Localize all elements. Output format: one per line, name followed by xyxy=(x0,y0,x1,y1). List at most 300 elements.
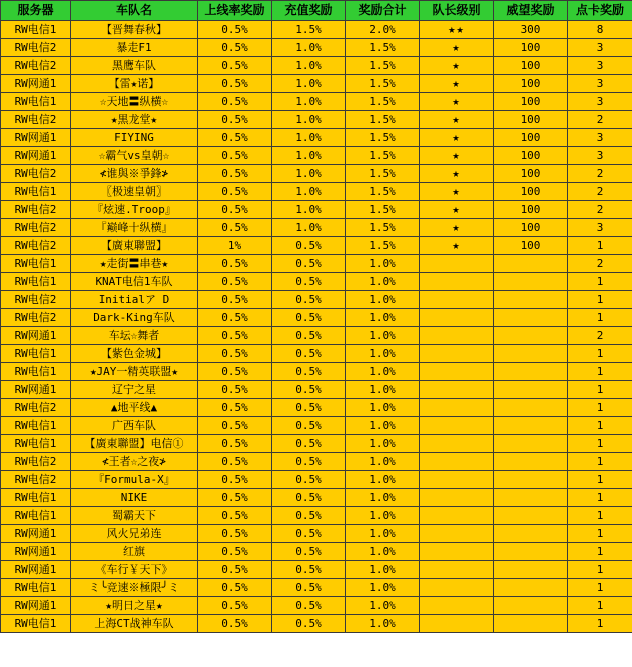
cell-prestige-reward xyxy=(494,561,568,579)
cell-captain-level xyxy=(420,291,494,309)
cell-team-name: 【雷★诺】 xyxy=(71,75,198,93)
cell-card-reward: 1 xyxy=(568,399,632,417)
cell-card-reward: 3 xyxy=(568,129,632,147)
cell-online-reward: 0.5% xyxy=(198,183,272,201)
cell-prestige-reward: 100 xyxy=(494,147,568,165)
cell-captain-level: ★ xyxy=(420,201,494,219)
cell-total-reward: 1.5% xyxy=(346,129,420,147)
cell-total-reward: 1.0% xyxy=(346,579,420,597)
cell-card-reward: 2 xyxy=(568,111,632,129)
cell-total-reward: 1.0% xyxy=(346,489,420,507)
cell-prestige-reward xyxy=(494,453,568,471)
table-row xyxy=(1,507,632,525)
cell-server: RW电信2 xyxy=(1,219,71,237)
cell-online-reward: 0.5% xyxy=(198,363,272,381)
cell-online-reward: 0.5% xyxy=(198,165,272,183)
cell-captain-level xyxy=(420,435,494,453)
header-server: 服务器 xyxy=(1,1,71,21)
cell-online-reward: 0.5% xyxy=(198,615,272,633)
cell-recharge-reward: 1.0% xyxy=(272,129,346,147)
cell-online-reward: 0.5% xyxy=(198,309,272,327)
cell-recharge-reward: 0.5% xyxy=(272,615,346,633)
cell-captain-level xyxy=(420,273,494,291)
cell-card-reward: 1 xyxy=(568,417,632,435)
cell-captain-level xyxy=(420,597,494,615)
cell-captain-level: ★ xyxy=(420,57,494,75)
cell-card-reward: 3 xyxy=(568,147,632,165)
table-row xyxy=(1,183,632,201)
cell-captain-level xyxy=(420,507,494,525)
cell-total-reward: 1.0% xyxy=(346,597,420,615)
cell-online-reward: 1% xyxy=(198,237,272,255)
cell-team-name: ☆天地〓纵横☆ xyxy=(71,93,198,111)
cell-prestige-reward xyxy=(494,543,568,561)
cell-total-reward: 1.5% xyxy=(346,57,420,75)
cell-captain-level xyxy=(420,417,494,435)
cell-team-name: NIKE xyxy=(71,489,198,507)
table-row xyxy=(1,273,632,291)
cell-prestige-reward xyxy=(494,309,568,327)
cell-total-reward: 1.0% xyxy=(346,273,420,291)
cell-prestige-reward xyxy=(494,417,568,435)
cell-prestige-reward: 100 xyxy=(494,219,568,237)
cell-total-reward: 1.5% xyxy=(346,111,420,129)
table-row xyxy=(1,165,632,183)
cell-server: RW电信1 xyxy=(1,183,71,201)
cell-online-reward: 0.5% xyxy=(198,129,272,147)
cell-prestige-reward: 100 xyxy=(494,237,568,255)
cell-online-reward: 0.5% xyxy=(198,471,272,489)
cell-card-reward: 3 xyxy=(568,219,632,237)
cell-online-reward: 0.5% xyxy=(198,579,272,597)
cell-card-reward: 1 xyxy=(568,453,632,471)
cell-recharge-reward: 0.5% xyxy=(272,291,346,309)
cell-recharge-reward: 0.5% xyxy=(272,237,346,255)
cell-captain-level: ★★ xyxy=(420,21,494,39)
cell-recharge-reward: 0.5% xyxy=(272,525,346,543)
cell-online-reward: 0.5% xyxy=(198,489,272,507)
cell-captain-level xyxy=(420,525,494,543)
cell-captain-level xyxy=(420,615,494,633)
table-row xyxy=(1,417,632,435)
cell-total-reward: 2.0% xyxy=(346,21,420,39)
cell-team-name: 『Formula-X』 xyxy=(71,471,198,489)
cell-prestige-reward xyxy=(494,615,568,633)
cell-total-reward: 1.5% xyxy=(346,147,420,165)
cell-team-name: 【紫色金城】 xyxy=(71,345,198,363)
cell-prestige-reward: 100 xyxy=(494,129,568,147)
cell-captain-level xyxy=(420,489,494,507)
cell-card-reward: 2 xyxy=(568,183,632,201)
cell-total-reward: 1.5% xyxy=(346,219,420,237)
cell-recharge-reward: 0.5% xyxy=(272,597,346,615)
cell-team-name: Dark-King车队 xyxy=(71,309,198,327)
cell-server: RW电信1 xyxy=(1,579,71,597)
cell-captain-level: ★ xyxy=(420,129,494,147)
table-row xyxy=(1,579,632,597)
table-row xyxy=(1,219,632,237)
cell-online-reward: 0.5% xyxy=(198,291,272,309)
cell-server: RW电信1 xyxy=(1,435,71,453)
cell-team-name: ≮王者☆之夜≯ xyxy=(71,453,198,471)
cell-prestige-reward: 100 xyxy=(494,57,568,75)
cell-recharge-reward: 0.5% xyxy=(272,363,346,381)
cell-captain-level: ★ xyxy=(420,183,494,201)
cell-server: RW网通1 xyxy=(1,597,71,615)
cell-online-reward: 0.5% xyxy=(198,399,272,417)
cell-team-name: ミ╰竞速※極限╯ミ xyxy=(71,579,198,597)
cell-recharge-reward: 0.5% xyxy=(272,399,346,417)
cell-total-reward: 1.0% xyxy=(346,543,420,561)
cell-captain-level: ★ xyxy=(420,39,494,57)
cell-recharge-reward: 0.5% xyxy=(272,309,346,327)
cell-team-name: 黑鹰车队 xyxy=(71,57,198,75)
cell-recharge-reward: 1.0% xyxy=(272,219,346,237)
table-row xyxy=(1,345,632,363)
cell-card-reward: 2 xyxy=(568,255,632,273)
cell-card-reward: 3 xyxy=(568,75,632,93)
cell-recharge-reward: 0.5% xyxy=(272,327,346,345)
cell-prestige-reward xyxy=(494,597,568,615)
cell-server: RW网通1 xyxy=(1,75,71,93)
table-row xyxy=(1,471,632,489)
cell-recharge-reward: 0.5% xyxy=(272,345,346,363)
cell-recharge-reward: 0.5% xyxy=(272,471,346,489)
cell-recharge-reward: 0.5% xyxy=(272,543,346,561)
cell-card-reward: 1 xyxy=(568,273,632,291)
cell-server: RW网通1 xyxy=(1,381,71,399)
cell-recharge-reward: 0.5% xyxy=(272,453,346,471)
cell-recharge-reward: 0.5% xyxy=(272,255,346,273)
cell-card-reward: 1 xyxy=(568,579,632,597)
cell-online-reward: 0.5% xyxy=(198,543,272,561)
cell-online-reward: 0.5% xyxy=(198,435,272,453)
cell-team-name: KNAT电信1车队 xyxy=(71,273,198,291)
cell-captain-level xyxy=(420,399,494,417)
cell-total-reward: 1.0% xyxy=(346,345,420,363)
table-row xyxy=(1,543,632,561)
cell-captain-level xyxy=(420,543,494,561)
cell-server: RW网通1 xyxy=(1,561,71,579)
cell-captain-level xyxy=(420,345,494,363)
cell-prestige-reward xyxy=(494,327,568,345)
cell-team-name: 辽宁之星 xyxy=(71,381,198,399)
cell-total-reward: 1.0% xyxy=(346,381,420,399)
cell-total-reward: 1.5% xyxy=(346,93,420,111)
cell-server: RW电信1 xyxy=(1,615,71,633)
cell-total-reward: 1.5% xyxy=(346,183,420,201)
cell-total-reward: 1.0% xyxy=(346,291,420,309)
cell-server: RW电信1 xyxy=(1,345,71,363)
cell-prestige-reward xyxy=(494,507,568,525)
cell-captain-level xyxy=(420,381,494,399)
cell-total-reward: 1.5% xyxy=(346,39,420,57)
cell-server: RW电信2 xyxy=(1,237,71,255)
table-row xyxy=(1,327,632,345)
table-row xyxy=(1,75,632,93)
cell-captain-level: ★ xyxy=(420,147,494,165)
cell-server: RW电信2 xyxy=(1,165,71,183)
cell-recharge-reward: 1.0% xyxy=(272,147,346,165)
table-body xyxy=(1,21,632,633)
cell-team-name: 风火兄弟连 xyxy=(71,525,198,543)
table-row xyxy=(1,381,632,399)
table-row xyxy=(1,237,632,255)
cell-team-name: 暴走F1 xyxy=(71,39,198,57)
cell-team-name: 【廣東聯盟】电信① xyxy=(71,435,198,453)
cell-online-reward: 0.5% xyxy=(198,345,272,363)
cell-recharge-reward: 0.5% xyxy=(272,489,346,507)
table-row xyxy=(1,309,632,327)
cell-card-reward: 1 xyxy=(568,543,632,561)
cell-total-reward: 1.0% xyxy=(346,399,420,417)
cell-online-reward: 0.5% xyxy=(198,219,272,237)
table-row xyxy=(1,489,632,507)
cell-captain-level xyxy=(420,255,494,273)
cell-recharge-reward: 0.5% xyxy=(272,381,346,399)
cell-prestige-reward: 100 xyxy=(494,75,568,93)
cell-server: RW电信1 xyxy=(1,417,71,435)
cell-recharge-reward: 1.0% xyxy=(272,57,346,75)
table-row xyxy=(1,525,632,543)
cell-card-reward: 1 xyxy=(568,597,632,615)
cell-recharge-reward: 1.5% xyxy=(272,21,346,39)
header-row xyxy=(1,1,632,21)
cell-prestige-reward xyxy=(494,435,568,453)
cell-card-reward: 2 xyxy=(568,201,632,219)
cell-online-reward: 0.5% xyxy=(198,75,272,93)
cell-prestige-reward xyxy=(494,579,568,597)
cell-team-name: 【晋舞春秋】 xyxy=(71,21,198,39)
header-recharge-reward: 充值奖励 xyxy=(272,1,346,21)
cell-total-reward: 1.5% xyxy=(346,237,420,255)
cell-team-name: ≮谁與※爭鋒≯ xyxy=(71,165,198,183)
cell-total-reward: 1.0% xyxy=(346,255,420,273)
header-card-reward: 点卡奖励 xyxy=(568,1,632,21)
cell-card-reward: 1 xyxy=(568,561,632,579)
cell-server: RW网通1 xyxy=(1,543,71,561)
cell-online-reward: 0.5% xyxy=(198,111,272,129)
cell-server: RW网通1 xyxy=(1,525,71,543)
cell-server: RW电信2 xyxy=(1,39,71,57)
cell-prestige-reward: 100 xyxy=(494,111,568,129)
cell-card-reward: 3 xyxy=(568,57,632,75)
cell-card-reward: 1 xyxy=(568,471,632,489)
cell-server: RW电信2 xyxy=(1,291,71,309)
header-prestige-reward: 威望奖励 xyxy=(494,1,568,21)
cell-server: RW电信1 xyxy=(1,273,71,291)
cell-team-name: 车坛☆舞者 xyxy=(71,327,198,345)
cell-card-reward: 1 xyxy=(568,381,632,399)
table-row xyxy=(1,453,632,471)
cell-total-reward: 1.0% xyxy=(346,507,420,525)
cell-total-reward: 1.0% xyxy=(346,309,420,327)
cell-server: RW电信2 xyxy=(1,471,71,489)
cell-captain-level: ★ xyxy=(420,219,494,237)
cell-online-reward: 0.5% xyxy=(198,507,272,525)
cell-online-reward: 0.5% xyxy=(198,147,272,165)
cell-prestige-reward: 100 xyxy=(494,93,568,111)
table-row xyxy=(1,57,632,75)
cell-server: RW电信2 xyxy=(1,57,71,75)
cell-prestige-reward: 100 xyxy=(494,165,568,183)
cell-team-name: 蜀霸天下 xyxy=(71,507,198,525)
cell-server: RW电信2 xyxy=(1,111,71,129)
cell-team-name: ★走街〓串巷★ xyxy=(71,255,198,273)
cell-captain-level xyxy=(420,363,494,381)
cell-team-name: FIYING xyxy=(71,129,198,147)
cell-captain-level xyxy=(420,561,494,579)
cell-prestige-reward xyxy=(494,345,568,363)
cell-total-reward: 1.5% xyxy=(346,165,420,183)
table-row xyxy=(1,615,632,633)
cell-total-reward: 1.5% xyxy=(346,75,420,93)
cell-total-reward: 1.0% xyxy=(346,525,420,543)
cell-card-reward: 1 xyxy=(568,345,632,363)
cell-captain-level: ★ xyxy=(420,93,494,111)
cell-prestige-reward xyxy=(494,399,568,417)
cell-server: RW电信2 xyxy=(1,309,71,327)
cell-card-reward: 1 xyxy=(568,291,632,309)
cell-captain-level xyxy=(420,309,494,327)
cell-prestige-reward xyxy=(494,489,568,507)
cell-captain-level: ★ xyxy=(420,75,494,93)
cell-server: RW电信2 xyxy=(1,399,71,417)
cell-recharge-reward: 1.0% xyxy=(272,111,346,129)
cell-team-name: 广西车队 xyxy=(71,417,198,435)
cell-team-name: 【廣東聯盟】 xyxy=(71,237,198,255)
cell-team-name: ▲地平线▲ xyxy=(71,399,198,417)
cell-prestige-reward: 300 xyxy=(494,21,568,39)
cell-card-reward: 2 xyxy=(568,165,632,183)
cell-prestige-reward xyxy=(494,363,568,381)
cell-team-name: 『巅峰十纵横』 xyxy=(71,219,198,237)
cell-total-reward: 1.0% xyxy=(346,453,420,471)
cell-card-reward: 3 xyxy=(568,93,632,111)
cell-card-reward: 3 xyxy=(568,39,632,57)
cell-recharge-reward: 1.0% xyxy=(272,39,346,57)
cell-recharge-reward: 0.5% xyxy=(272,561,346,579)
header-captain-level: 队长级别 xyxy=(420,1,494,21)
cell-prestige-reward xyxy=(494,291,568,309)
cell-team-name: 上海CT战神车队 xyxy=(71,615,198,633)
cell-captain-level: ★ xyxy=(420,237,494,255)
cell-online-reward: 0.5% xyxy=(198,561,272,579)
cell-captain-level: ★ xyxy=(420,165,494,183)
cell-online-reward: 0.5% xyxy=(198,273,272,291)
table-row xyxy=(1,39,632,57)
cell-server: RW电信1 xyxy=(1,489,71,507)
cell-server: RW电信1 xyxy=(1,93,71,111)
cell-recharge-reward: 0.5% xyxy=(272,507,346,525)
cell-team-name: ★JAY一精英联盟★ xyxy=(71,363,198,381)
table-row xyxy=(1,93,632,111)
cell-recharge-reward: 1.0% xyxy=(272,183,346,201)
cell-captain-level xyxy=(420,471,494,489)
table-row xyxy=(1,255,632,273)
cell-card-reward: 2 xyxy=(568,327,632,345)
cell-server: RW网通1 xyxy=(1,327,71,345)
cell-recharge-reward: 1.0% xyxy=(272,93,346,111)
cell-server: RW电信2 xyxy=(1,201,71,219)
cell-prestige-reward xyxy=(494,471,568,489)
cell-server: RW电信2 xyxy=(1,453,71,471)
cell-prestige-reward xyxy=(494,273,568,291)
cell-team-name: 〖极速皇朝〗 xyxy=(71,183,198,201)
cell-recharge-reward: 1.0% xyxy=(272,165,346,183)
cell-card-reward: 1 xyxy=(568,363,632,381)
header-online-reward: 上线率奖励 xyxy=(198,1,272,21)
cell-recharge-reward: 0.5% xyxy=(272,435,346,453)
cell-card-reward: 1 xyxy=(568,525,632,543)
cell-total-reward: 1.0% xyxy=(346,471,420,489)
cell-captain-level: ★ xyxy=(420,111,494,129)
cell-team-name: 《车行￥天下》 xyxy=(71,561,198,579)
cell-prestige-reward: 100 xyxy=(494,201,568,219)
cell-recharge-reward: 0.5% xyxy=(272,273,346,291)
cell-prestige-reward: 100 xyxy=(494,183,568,201)
cell-server: RW网通1 xyxy=(1,129,71,147)
cell-card-reward: 1 xyxy=(568,435,632,453)
table-row xyxy=(1,111,632,129)
cell-captain-level xyxy=(420,579,494,597)
cell-online-reward: 0.5% xyxy=(198,93,272,111)
cell-online-reward: 0.5% xyxy=(198,381,272,399)
table-row xyxy=(1,21,632,39)
cell-total-reward: 1.0% xyxy=(346,435,420,453)
cell-total-reward: 1.0% xyxy=(346,615,420,633)
cell-team-name: ★黒龙堂★ xyxy=(71,111,198,129)
cell-prestige-reward xyxy=(494,255,568,273)
cell-online-reward: 0.5% xyxy=(198,525,272,543)
cell-total-reward: 1.5% xyxy=(346,201,420,219)
cell-recharge-reward: 0.5% xyxy=(272,579,346,597)
table-row xyxy=(1,399,632,417)
cell-team-name: ☆霸气vs皇朝☆ xyxy=(71,147,198,165)
cell-server: RW电信1 xyxy=(1,21,71,39)
cell-card-reward: 1 xyxy=(568,615,632,633)
header-total-reward: 奖励合计 xyxy=(346,1,420,21)
cell-online-reward: 0.5% xyxy=(198,21,272,39)
table-row xyxy=(1,147,632,165)
cell-online-reward: 0.5% xyxy=(198,327,272,345)
cell-card-reward: 1 xyxy=(568,237,632,255)
cell-online-reward: 0.5% xyxy=(198,39,272,57)
cell-online-reward: 0.5% xyxy=(198,453,272,471)
cell-server: RW电信1 xyxy=(1,255,71,273)
cell-team-name: Initialア D xyxy=(71,291,198,309)
cell-prestige-reward xyxy=(494,525,568,543)
cell-total-reward: 1.0% xyxy=(346,363,420,381)
table-row xyxy=(1,435,632,453)
cell-card-reward: 8 xyxy=(568,21,632,39)
cell-total-reward: 1.0% xyxy=(346,417,420,435)
table-row xyxy=(1,201,632,219)
table-row xyxy=(1,597,632,615)
cell-team-name: 『炫速.Troop』 xyxy=(71,201,198,219)
cell-captain-level xyxy=(420,453,494,471)
cell-recharge-reward: 1.0% xyxy=(272,75,346,93)
cell-captain-level xyxy=(420,327,494,345)
cell-card-reward: 1 xyxy=(568,309,632,327)
cell-total-reward: 1.0% xyxy=(346,327,420,345)
table-row xyxy=(1,129,632,147)
cell-server: RW网通1 xyxy=(1,147,71,165)
cell-online-reward: 0.5% xyxy=(198,255,272,273)
cell-team-name: 红旗 xyxy=(71,543,198,561)
cell-server: RW电信1 xyxy=(1,363,71,381)
cell-team-name: ★明日之星★ xyxy=(71,597,198,615)
